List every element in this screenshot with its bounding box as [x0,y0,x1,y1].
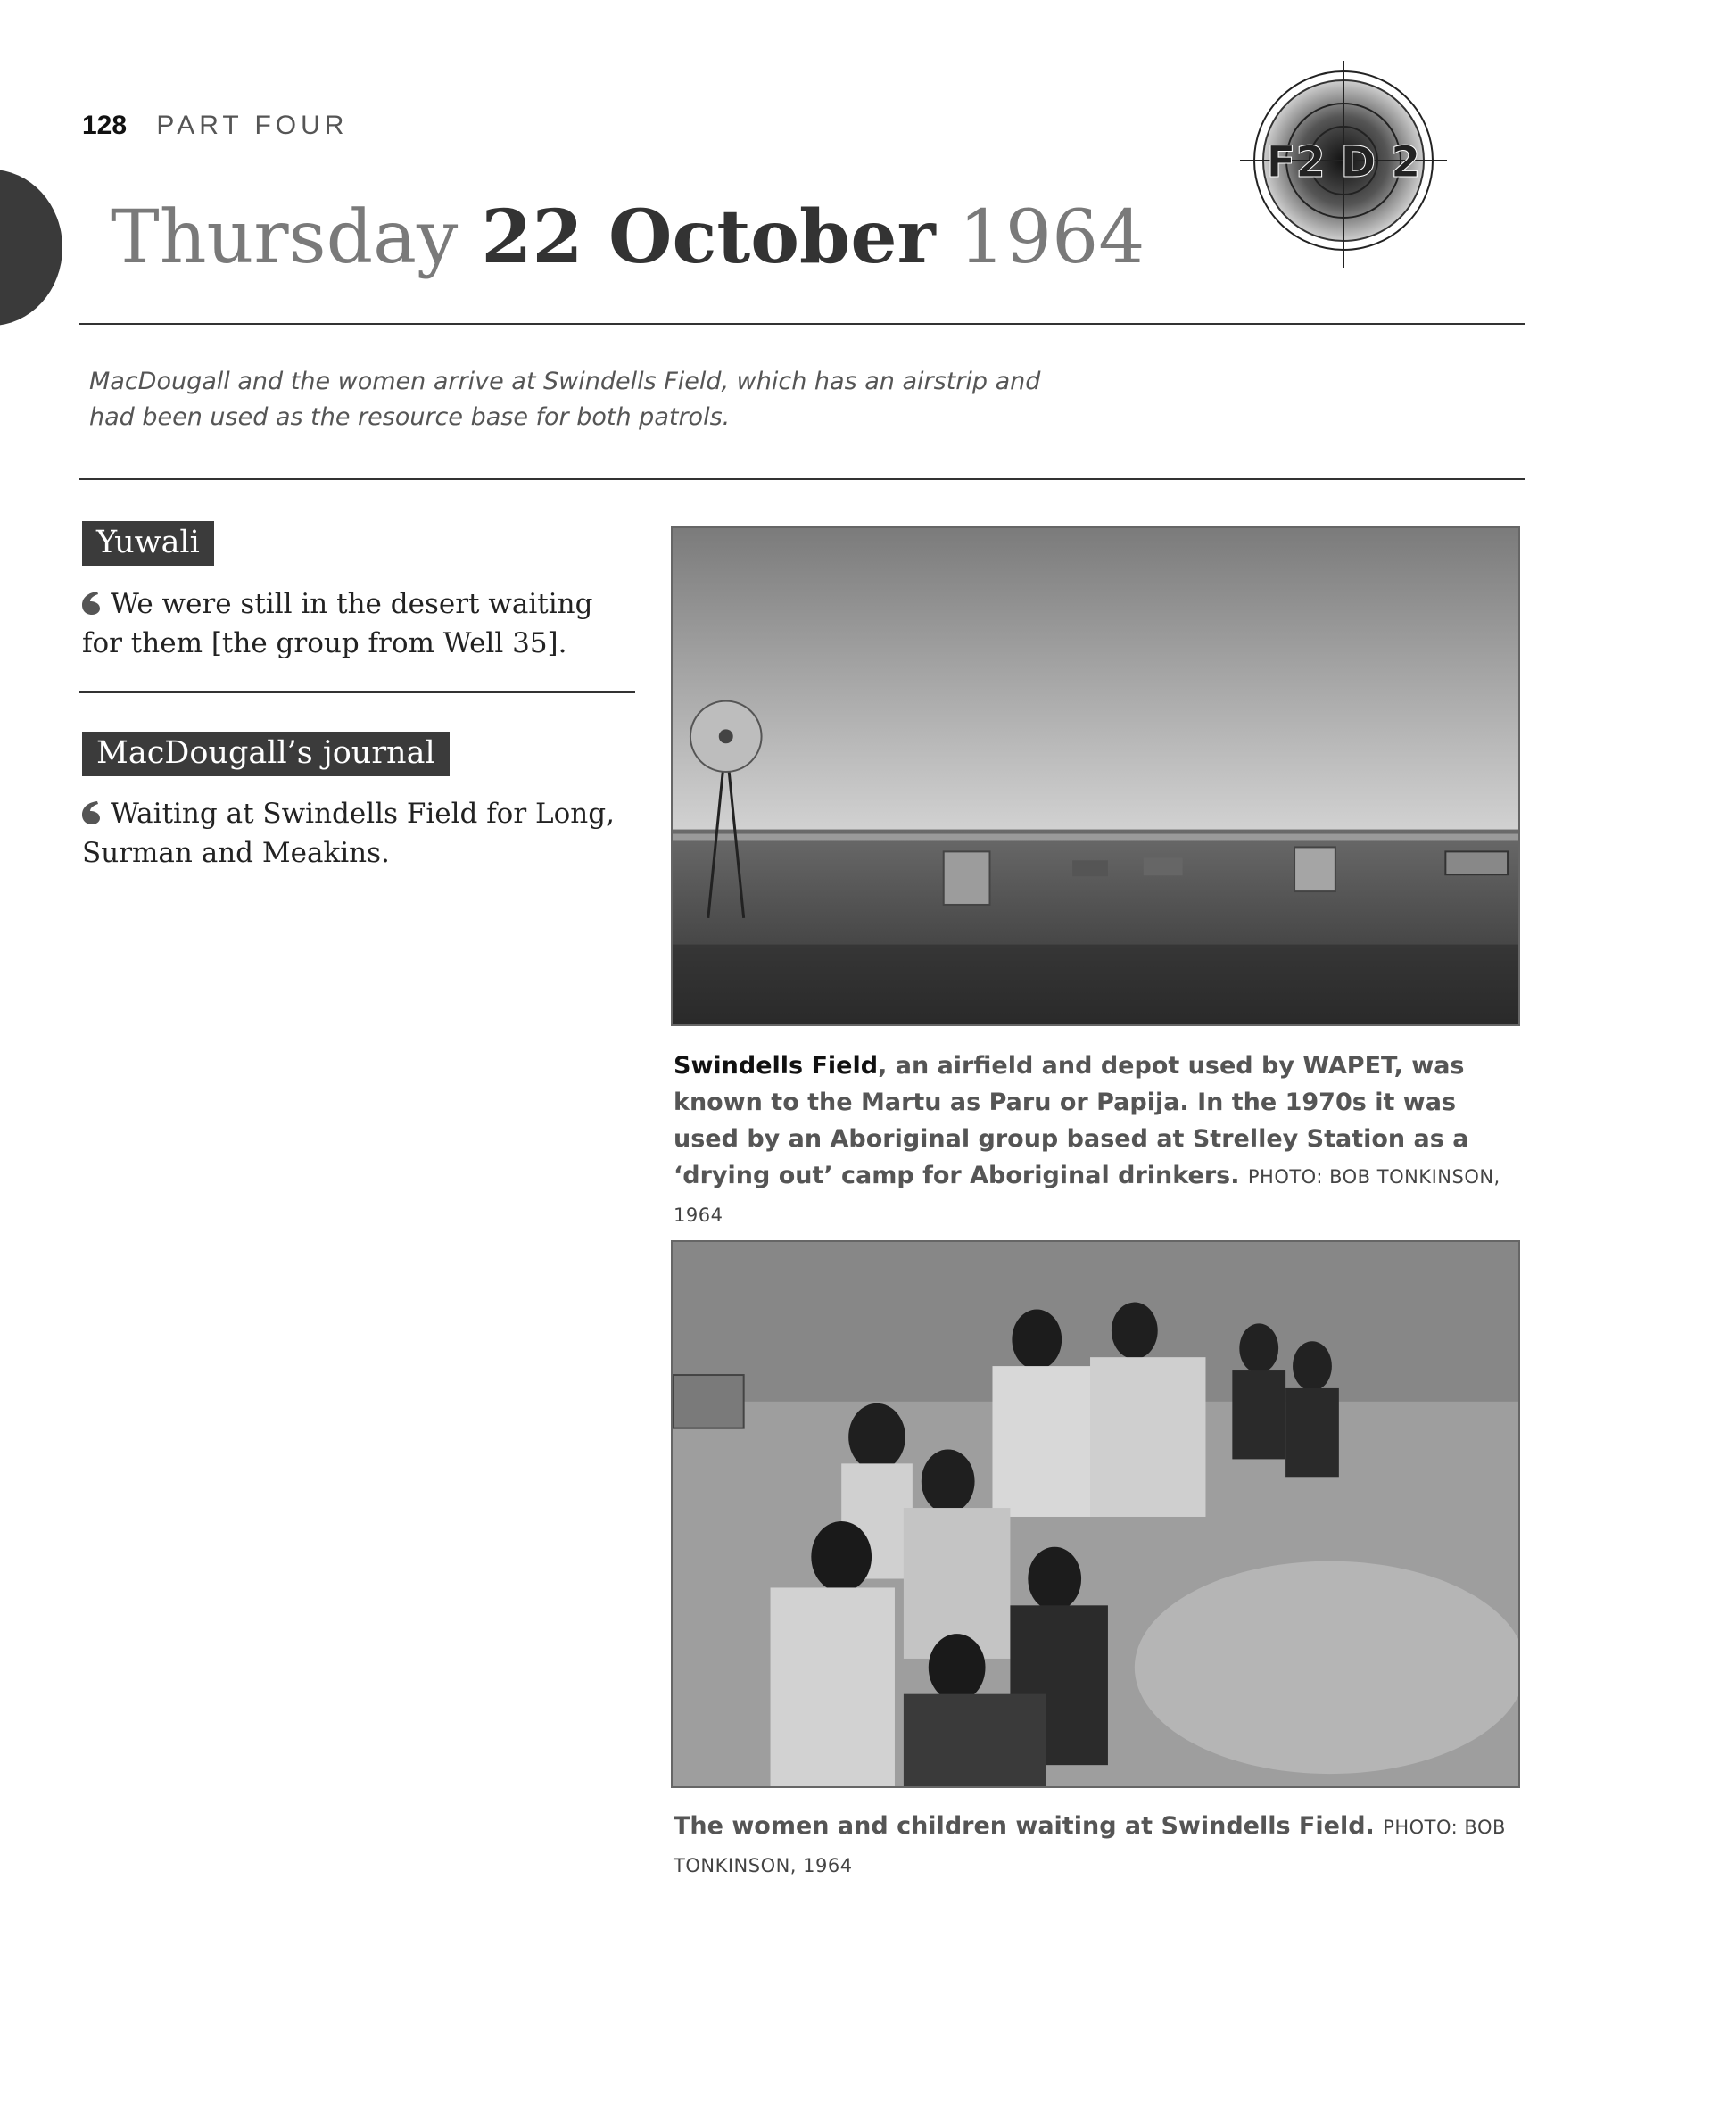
journal-quote-text: Waiting at Swindells Field for Long, Surman and Meakins. [82,798,615,869]
title-weekday: Thursday [111,195,459,280]
page-title [111,195,1145,280]
quote-mark-icon [82,801,102,824]
photo-caption [674,1047,1512,1234]
photo-caption [674,1808,1512,1884]
yuwali-quote-text: We were still in the desert waiting for them [the group from Well 35]. [82,588,593,659]
title-date: 22 October [481,195,936,280]
intro-divider [79,478,1525,480]
title-year: 1964 [958,195,1145,280]
caption-lead: Swindells Field [674,1052,879,1080]
title-divider [79,323,1525,325]
photo-credit: PHOTO: BOB TONKINSON, 1964 [674,1817,1506,1876]
section-label-journal: MacDougall’s journal [82,732,450,776]
section-label-yuwali: Yuwali [82,521,214,566]
journal-quote [82,794,635,873]
target-crosshair-icon [1236,57,1451,271]
intro-summary: MacDougall and the women arrive at Swindells Field, which has an airstrip and had been used as the resource base for both patrols. [89,368,1041,431]
caption-body: The women and children waiting at Swindells Field. [674,1812,1375,1840]
yuwali-quote [82,584,635,663]
part-label: PART FOUR [156,111,349,140]
photo-swindells-field [671,526,1520,1026]
page-header [82,111,348,141]
caption-body: , an airfield and depot used by WAPET, was known to the Martu as Paru or Papija. In the 1970s it was used by an Aboriginal group based at Strelley Station as a ‘drying out’ camp for Aboriginal drinkers. [674,1052,1469,1189]
page-tab-marker [0,170,62,326]
photo-women-children [671,1240,1520,1788]
page-number: 128 [82,111,128,140]
quote-mark-icon [82,592,102,615]
section-divider [79,691,635,693]
stamp-text: F2 D 2 [1266,137,1421,187]
photo-credit: PHOTO: BOB TONKINSON, 1964 [674,1166,1500,1226]
